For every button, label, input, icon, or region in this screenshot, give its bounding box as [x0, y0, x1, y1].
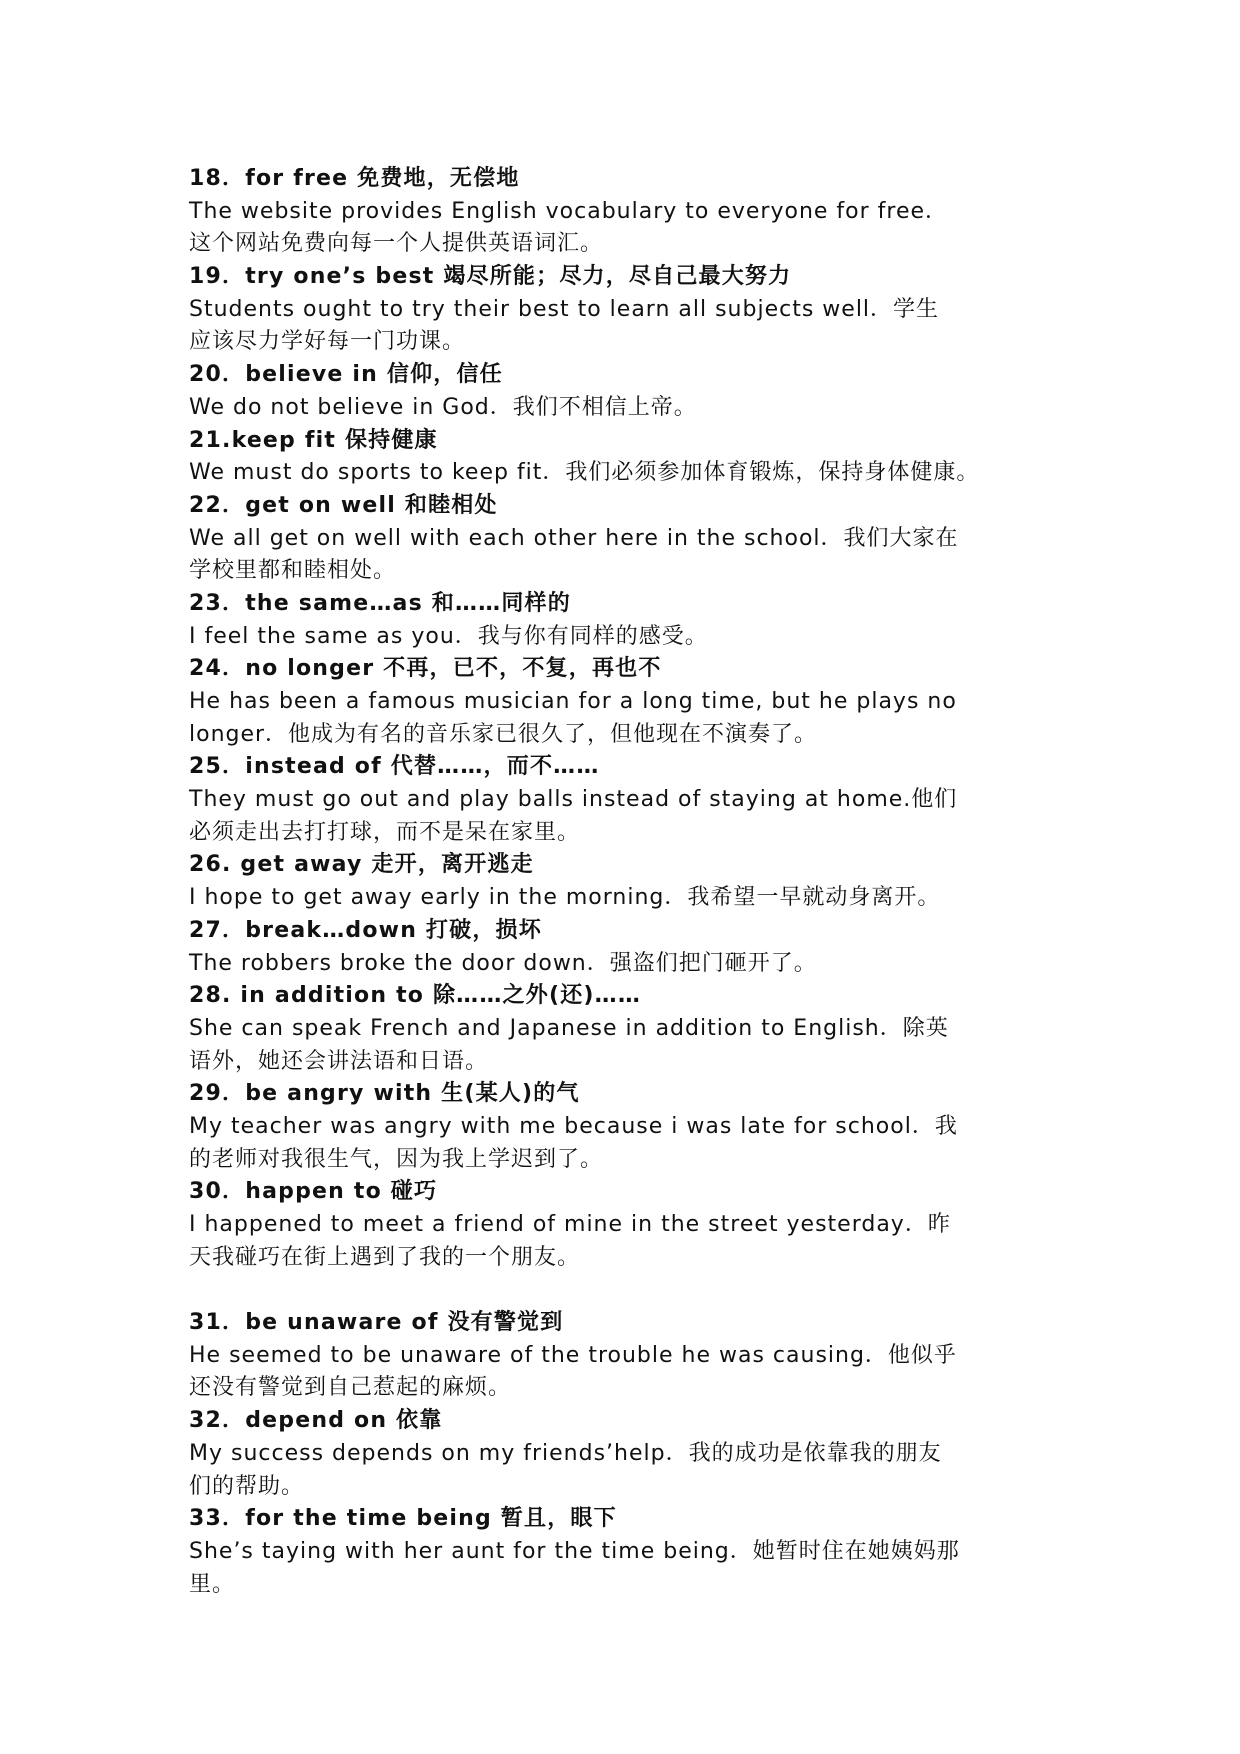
example-line: He seemed to be unaware of the trouble he was causing．他似乎 — [189, 1342, 957, 1368]
example-line: 们的帮助。 — [189, 1473, 305, 1499]
entry-heading: 19．try one’s best 竭尽所能；尽力，尽自己最大努力 — [189, 264, 792, 290]
entry-heading: 21.keep fit 保持健康 — [189, 427, 438, 453]
phrase-entry-21 — [189, 425, 1240, 490]
example-line: 应该尽力学好每一门功课。 — [189, 329, 466, 355]
example-line: My success depends on my friends’help．我的成功是依靠我的朋友 — [189, 1440, 942, 1466]
phrase-entry-31 — [189, 1307, 1240, 1405]
entry-heading: 20．believe in 信仰，信任 — [189, 362, 503, 388]
entry-heading: 30．happen to 碰巧 — [189, 1179, 438, 1205]
example-line: I happened to meet a friend of mine in the street yesterday．昨 — [189, 1212, 951, 1237]
phrase-entry-20 — [189, 359, 1240, 424]
entry-heading: 29．be angry with 生(某人)的气 — [189, 1081, 580, 1107]
example-line: The robbers broke the door down．强盗们把门砸开了。 — [189, 950, 817, 976]
phrase-entry-23 — [189, 588, 1240, 653]
blank-line — [189, 1274, 1240, 1307]
example-line: 语外，她还会讲法语和日语。 — [189, 1048, 489, 1074]
phrase-entry-27 — [189, 915, 1240, 980]
entry-heading: 33．for the time being 暂且，眼下 — [189, 1506, 617, 1532]
phrase-entry-25 — [189, 751, 1240, 849]
entry-heading: 18．for free 免费地，无偿地 — [189, 166, 520, 191]
example-line: 学校里都和睦相处。 — [189, 558, 397, 584]
example-line: We all get on well with each other here in the school．我们大家在 — [189, 525, 959, 551]
example-line: Students ought to try their best to learn all subjects well．学生 — [189, 296, 940, 322]
example-line: We do not believe in God．我们不相信上帝。 — [189, 394, 697, 420]
example-line: She can speak French and Japanese in addition to English．除英 — [189, 1015, 949, 1041]
example-line: I feel the same as you．我与你有同样的感受。 — [189, 623, 708, 649]
phrase-entry-32 — [189, 1405, 1240, 1503]
example-line: longer．他成为有名的音乐家已很久了，但他现在不演奏了。 — [189, 721, 818, 747]
phrase-entry-30 — [189, 1176, 1240, 1274]
entry-heading: 28. in addition to 除……之外(还)…… — [189, 983, 642, 1009]
entry-heading: 25．instead of 代替……，而不…… — [189, 754, 600, 780]
example-line: I hope to get away early in the morning．我希望一早就动身离开。 — [189, 885, 941, 911]
entry-heading: 32．depend on 依靠 — [189, 1408, 443, 1434]
entry-heading: 27．break…down 打破，损坏 — [189, 917, 542, 943]
phrase-entry-22 — [189, 490, 1240, 588]
phrase-entry-26 — [189, 849, 1240, 914]
phrase-entry-24 — [189, 653, 1240, 751]
phrase-entry-33 — [189, 1503, 1240, 1601]
example-line: 必须走出去打打球，而不是呆在家里。 — [189, 819, 581, 845]
phrase-entry-18 — [189, 163, 1240, 261]
example-line: 还没有警觉到自己惹起的麻烦。 — [189, 1375, 512, 1401]
example-line: 里。 — [189, 1571, 236, 1597]
phrase-entry-28 — [189, 980, 1240, 1078]
example-line: She’s taying with her aunt for the time being．她暂时住在她姨妈那 — [189, 1538, 960, 1564]
example-line: 天我碰巧在街上遇到了我的一个朋友。 — [189, 1244, 581, 1270]
entry-heading: 24．no longer 不再，已不，不复，再也不 — [189, 656, 662, 682]
entry-heading: 26. get away 走开，离开逃走 — [189, 852, 534, 878]
example-line: 这个网站免费向每一个人提供英语词汇。 — [189, 231, 604, 257]
entry-heading: 23．the same…as 和……同样的 — [189, 590, 571, 616]
example-line: We must do sports to keep fit．我们必须参加体育锻炼，保持身体健康。 — [189, 460, 980, 486]
example-line: 的老师对我很生气，因为我上学迟到了。 — [189, 1146, 604, 1172]
example-line: They must go out and play balls instead of staying at home.他们 — [189, 787, 958, 813]
entry-heading: 31．be unaware of 没有警觉到 — [189, 1310, 564, 1336]
example-line: My teacher was angry with me because i was late for school．我 — [189, 1113, 958, 1139]
example-line: The website provides English vocabulary to everyone for free． — [189, 198, 949, 224]
example-line: He has been a famous musician for a long time, but he plays no — [189, 689, 957, 714]
phrase-entry-19 — [189, 261, 1240, 359]
phrase-entry-29 — [189, 1078, 1240, 1176]
entry-heading: 22．get on well 和睦相处 — [189, 492, 498, 518]
